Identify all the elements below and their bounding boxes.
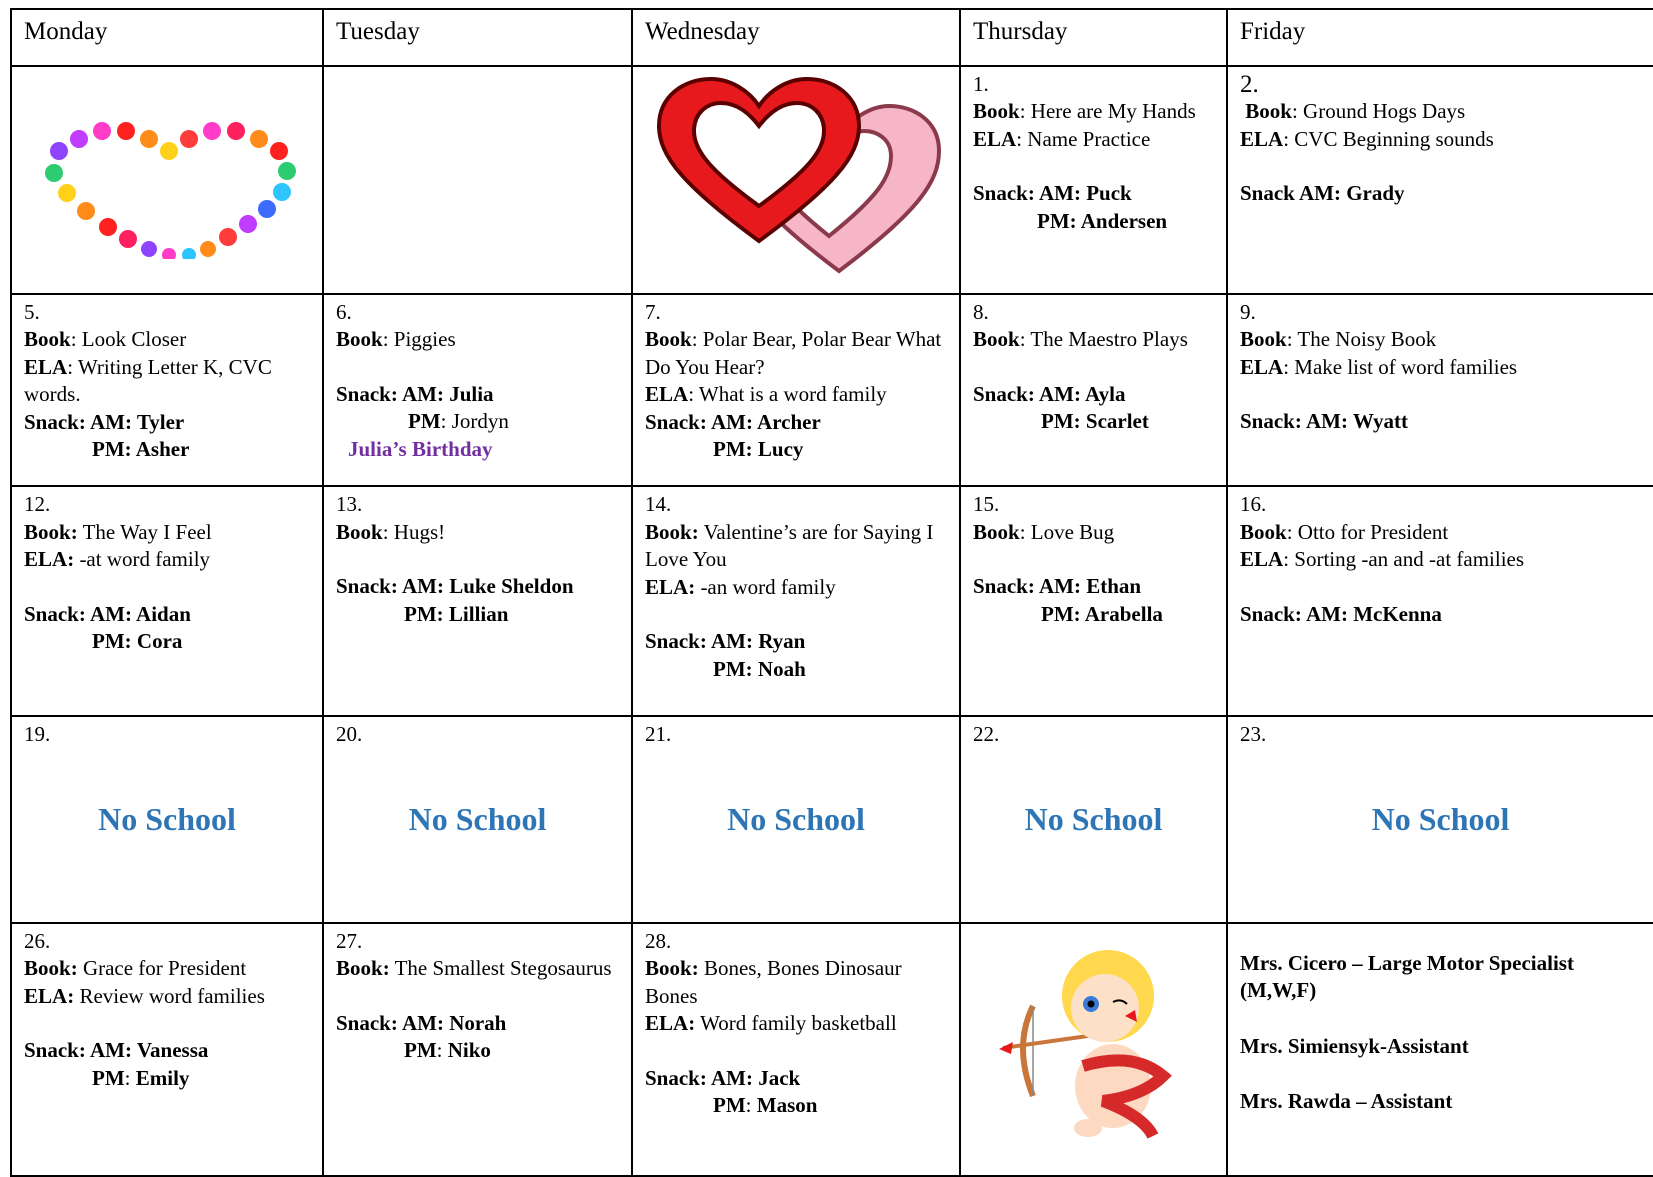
day-number: 23. (1240, 721, 1267, 746)
ela-activity: What is a word family (698, 382, 887, 407)
cell-week4-mon (11, 716, 323, 923)
snack-am: Ryan (758, 629, 806, 654)
calendar-table (10, 8, 1653, 1177)
cell-week2-thu: 8. Book: The Maestro Plays Snack: AM: Ayla PM: Scarlet (960, 294, 1227, 486)
no-school-label: No School (1371, 801, 1510, 838)
snack-pm: Noah (757, 656, 806, 681)
day-number: 21. (645, 721, 672, 746)
day-number: 1. (973, 71, 989, 96)
snack-pm: Asher (135, 437, 190, 462)
cell-week2-tue: 6. Book: Piggies Snack: AM: Julia PM: Jordyn Julia’s Birthday (323, 294, 632, 486)
cell-week4-tue (323, 716, 632, 923)
book-title: Grace for President (82, 956, 247, 981)
snack-am: McKenna (1353, 601, 1442, 626)
snack-am: Puck (1086, 181, 1132, 206)
book-title: Piggies (393, 327, 456, 352)
snack-pm: Emily (135, 1065, 190, 1090)
no-school-label: No School (98, 801, 236, 838)
snack-pm: Lucy (757, 437, 804, 462)
cell-week3-tue: 13. Book: Hugs! Snack: AM: Luke Sheldon PM: Lillian (323, 486, 632, 716)
snack-am: Julia (449, 381, 494, 406)
day-number: 7. (645, 299, 661, 324)
cell-week4-wed (632, 716, 960, 923)
cell-week1-mon (11, 66, 323, 294)
ela-activity: Writing Letter K, CVC words. (24, 354, 272, 407)
week-2-row (11, 294, 1653, 486)
snack-pm: Niko (447, 1038, 491, 1063)
book-title: Bones, Bones Dinosaur Bones (645, 956, 902, 1008)
cell-week4-thu (960, 716, 1227, 923)
cell-week2-fri: 9. Book: The Noisy Book ELA: Make list of word families Snack: AM: Wyatt (1227, 294, 1653, 486)
week-4-row (11, 716, 1653, 923)
cell-week1-wed (632, 66, 960, 294)
week-3-row (11, 486, 1653, 716)
book-title: The Maestro Plays (1030, 327, 1188, 352)
snack-pm: Andersen (1080, 208, 1168, 233)
header-monday: Monday (11, 9, 323, 66)
cell-week5-mon: 26. Book: Grace for President ELA: Review word families Snack: AM: Vanessa PM: Emily (11, 923, 323, 1176)
snack-am: Grady (1346, 181, 1405, 206)
ela-activity: Name Practice (1027, 126, 1151, 151)
day-number: 20. (336, 721, 363, 746)
cupid-icon (993, 936, 1193, 1146)
day-number: 2. (1240, 70, 1259, 98)
cell-week3-thu: 15. Book: Love Bug Snack: AM: Ethan PM: Arabella (960, 486, 1227, 716)
snack-am: Norah (449, 1010, 507, 1035)
cell-week3-fri: 16. Book: Otto for President ELA: Sorting -an and -at families Snack: AM: McKenna (1227, 486, 1653, 716)
snack-pm: Scarlet (1085, 409, 1149, 434)
day-number: 26. (24, 928, 51, 953)
cell-week3-wed: 14. Book: Valentine’s are for Saying I Love You ELA: -an word family Snack: AM: Ryan PM: Noah (632, 486, 960, 716)
cell-week2-mon: 5. Book: Look Closer ELA: Writing Letter K, CVC words. Snack: AM: Tyler PM: Asher (11, 294, 323, 486)
snack-am: Archer (757, 409, 821, 434)
snack-pm: Arabella (1084, 601, 1163, 626)
ela-activity: CVC Beginning sounds (1294, 126, 1494, 151)
day-number: 9. (1240, 299, 1256, 324)
book-title: Otto for President (1297, 519, 1449, 544)
snack-am: Aidan (136, 601, 191, 626)
staff-list (1240, 950, 1641, 1116)
cell-week2-wed: 7. Book: Polar Bear, Polar Bear What Do You Hear? ELA: What is a word family Snack: AM: Archer PM: Lucy (632, 294, 960, 486)
rainbow-heart-icon (24, 79, 314, 259)
book-title: Hugs! (393, 519, 446, 544)
header-thursday: Thursday (960, 9, 1227, 66)
book-title: Look Closer (81, 327, 187, 352)
snack-am: Luke Sheldon (449, 574, 574, 599)
snack-am: Jack (758, 1065, 801, 1090)
header-tuesday: Tuesday (323, 9, 632, 66)
day-number: 12. (24, 492, 51, 517)
day-number: 28. (645, 928, 672, 953)
ela-activity: Make list of word families (1294, 354, 1518, 379)
week-1-row (11, 66, 1653, 294)
birthday-note: Julia’s Birthday (348, 436, 493, 461)
cell-week1-tue (323, 66, 632, 294)
snack-pm: Cora (136, 629, 183, 654)
week-5-row (11, 923, 1653, 1176)
header-wednesday: Wednesday (632, 9, 960, 66)
day-number: 6. (336, 299, 352, 324)
book-title: Here are My Hands (1030, 99, 1196, 124)
book-title: Love Bug (1030, 519, 1115, 544)
day-number: 19. (24, 721, 51, 746)
ela-activity: Review word families (79, 983, 265, 1008)
day-number: 22. (973, 721, 1000, 746)
cell-week5-fri (1227, 923, 1653, 1176)
snack-am: Vanessa (136, 1038, 209, 1063)
no-school-label: No School (1024, 801, 1163, 838)
cell-week1-thu: 1. Book: Here are My Hands ELA: Name Practice Snack: AM: Puck PM: Andersen (960, 66, 1227, 294)
day-number: 27. (336, 928, 363, 953)
snack-am: Ethan (1086, 574, 1142, 599)
book-title: Valentine’s are for Saying I Love You (645, 519, 934, 572)
staff-rawda: Mrs. Rawda – Assistant (1240, 1089, 1453, 1114)
book-title: Ground Hogs Days (1303, 99, 1466, 124)
snack-am: Ayla (1085, 381, 1126, 406)
staff-simiensyk: Mrs. Simiensyk-Assistant (1240, 1033, 1469, 1058)
ela-activity: -at word family (79, 547, 211, 572)
no-school-label: No School (408, 801, 547, 838)
cell-week5-thu (960, 923, 1227, 1176)
cell-week5-wed: 28. Book: Bones, Bones Dinosaur Bones ELA: Word family basketball Snack: AM: Jack PM: Mason (632, 923, 960, 1176)
ela-activity: Word family basketball (700, 1011, 897, 1036)
book-title: The Noisy Book (1297, 327, 1437, 352)
snack-am: Wyatt (1352, 409, 1409, 434)
header-friday: Friday (1227, 9, 1653, 66)
day-number: 15. (973, 492, 1000, 517)
day-number: 13. (336, 492, 363, 517)
ela-activity: Sorting -an and -at families (1294, 547, 1525, 572)
book-title: The Smallest Stegosaurus (394, 956, 612, 981)
book-title: Polar Bear, Polar Bear What Do You Hear? (645, 327, 942, 379)
cell-week5-tue: 27. Book: The Smallest Stegosaurus Snack: AM: Norah PM: Niko (323, 923, 632, 1176)
snack-pm: Mason (756, 1093, 818, 1118)
cell-week3-mon: 12. Book: The Way I Feel ELA: -at word family Snack: AM: Aidan PM: Cora (11, 486, 323, 716)
linked-hearts-icon (649, 71, 949, 276)
staff-cicero: Mrs. Cicero – Large Motor Specialist (M,W,F) (1240, 950, 1574, 1003)
snack-pm: Jordyn (451, 409, 509, 434)
day-number: 16. (1240, 492, 1267, 517)
cell-week1-fri: 2. Book: Ground Hogs Days ELA: CVC Beginning sounds Snack AM: Grady (1227, 66, 1653, 294)
ela-activity: -an word family (700, 574, 836, 599)
snack-am: Tyler (136, 409, 185, 434)
day-number: 5. (24, 299, 40, 324)
cell-week4-fri (1227, 716, 1653, 923)
day-number: 14. (645, 492, 672, 517)
day-number: 8. (973, 299, 989, 324)
snack-pm: Lillian (448, 601, 509, 626)
book-title: The Way I Feel (82, 519, 212, 544)
no-school-label: No School (727, 801, 865, 838)
weekday-header-row (11, 9, 1653, 66)
